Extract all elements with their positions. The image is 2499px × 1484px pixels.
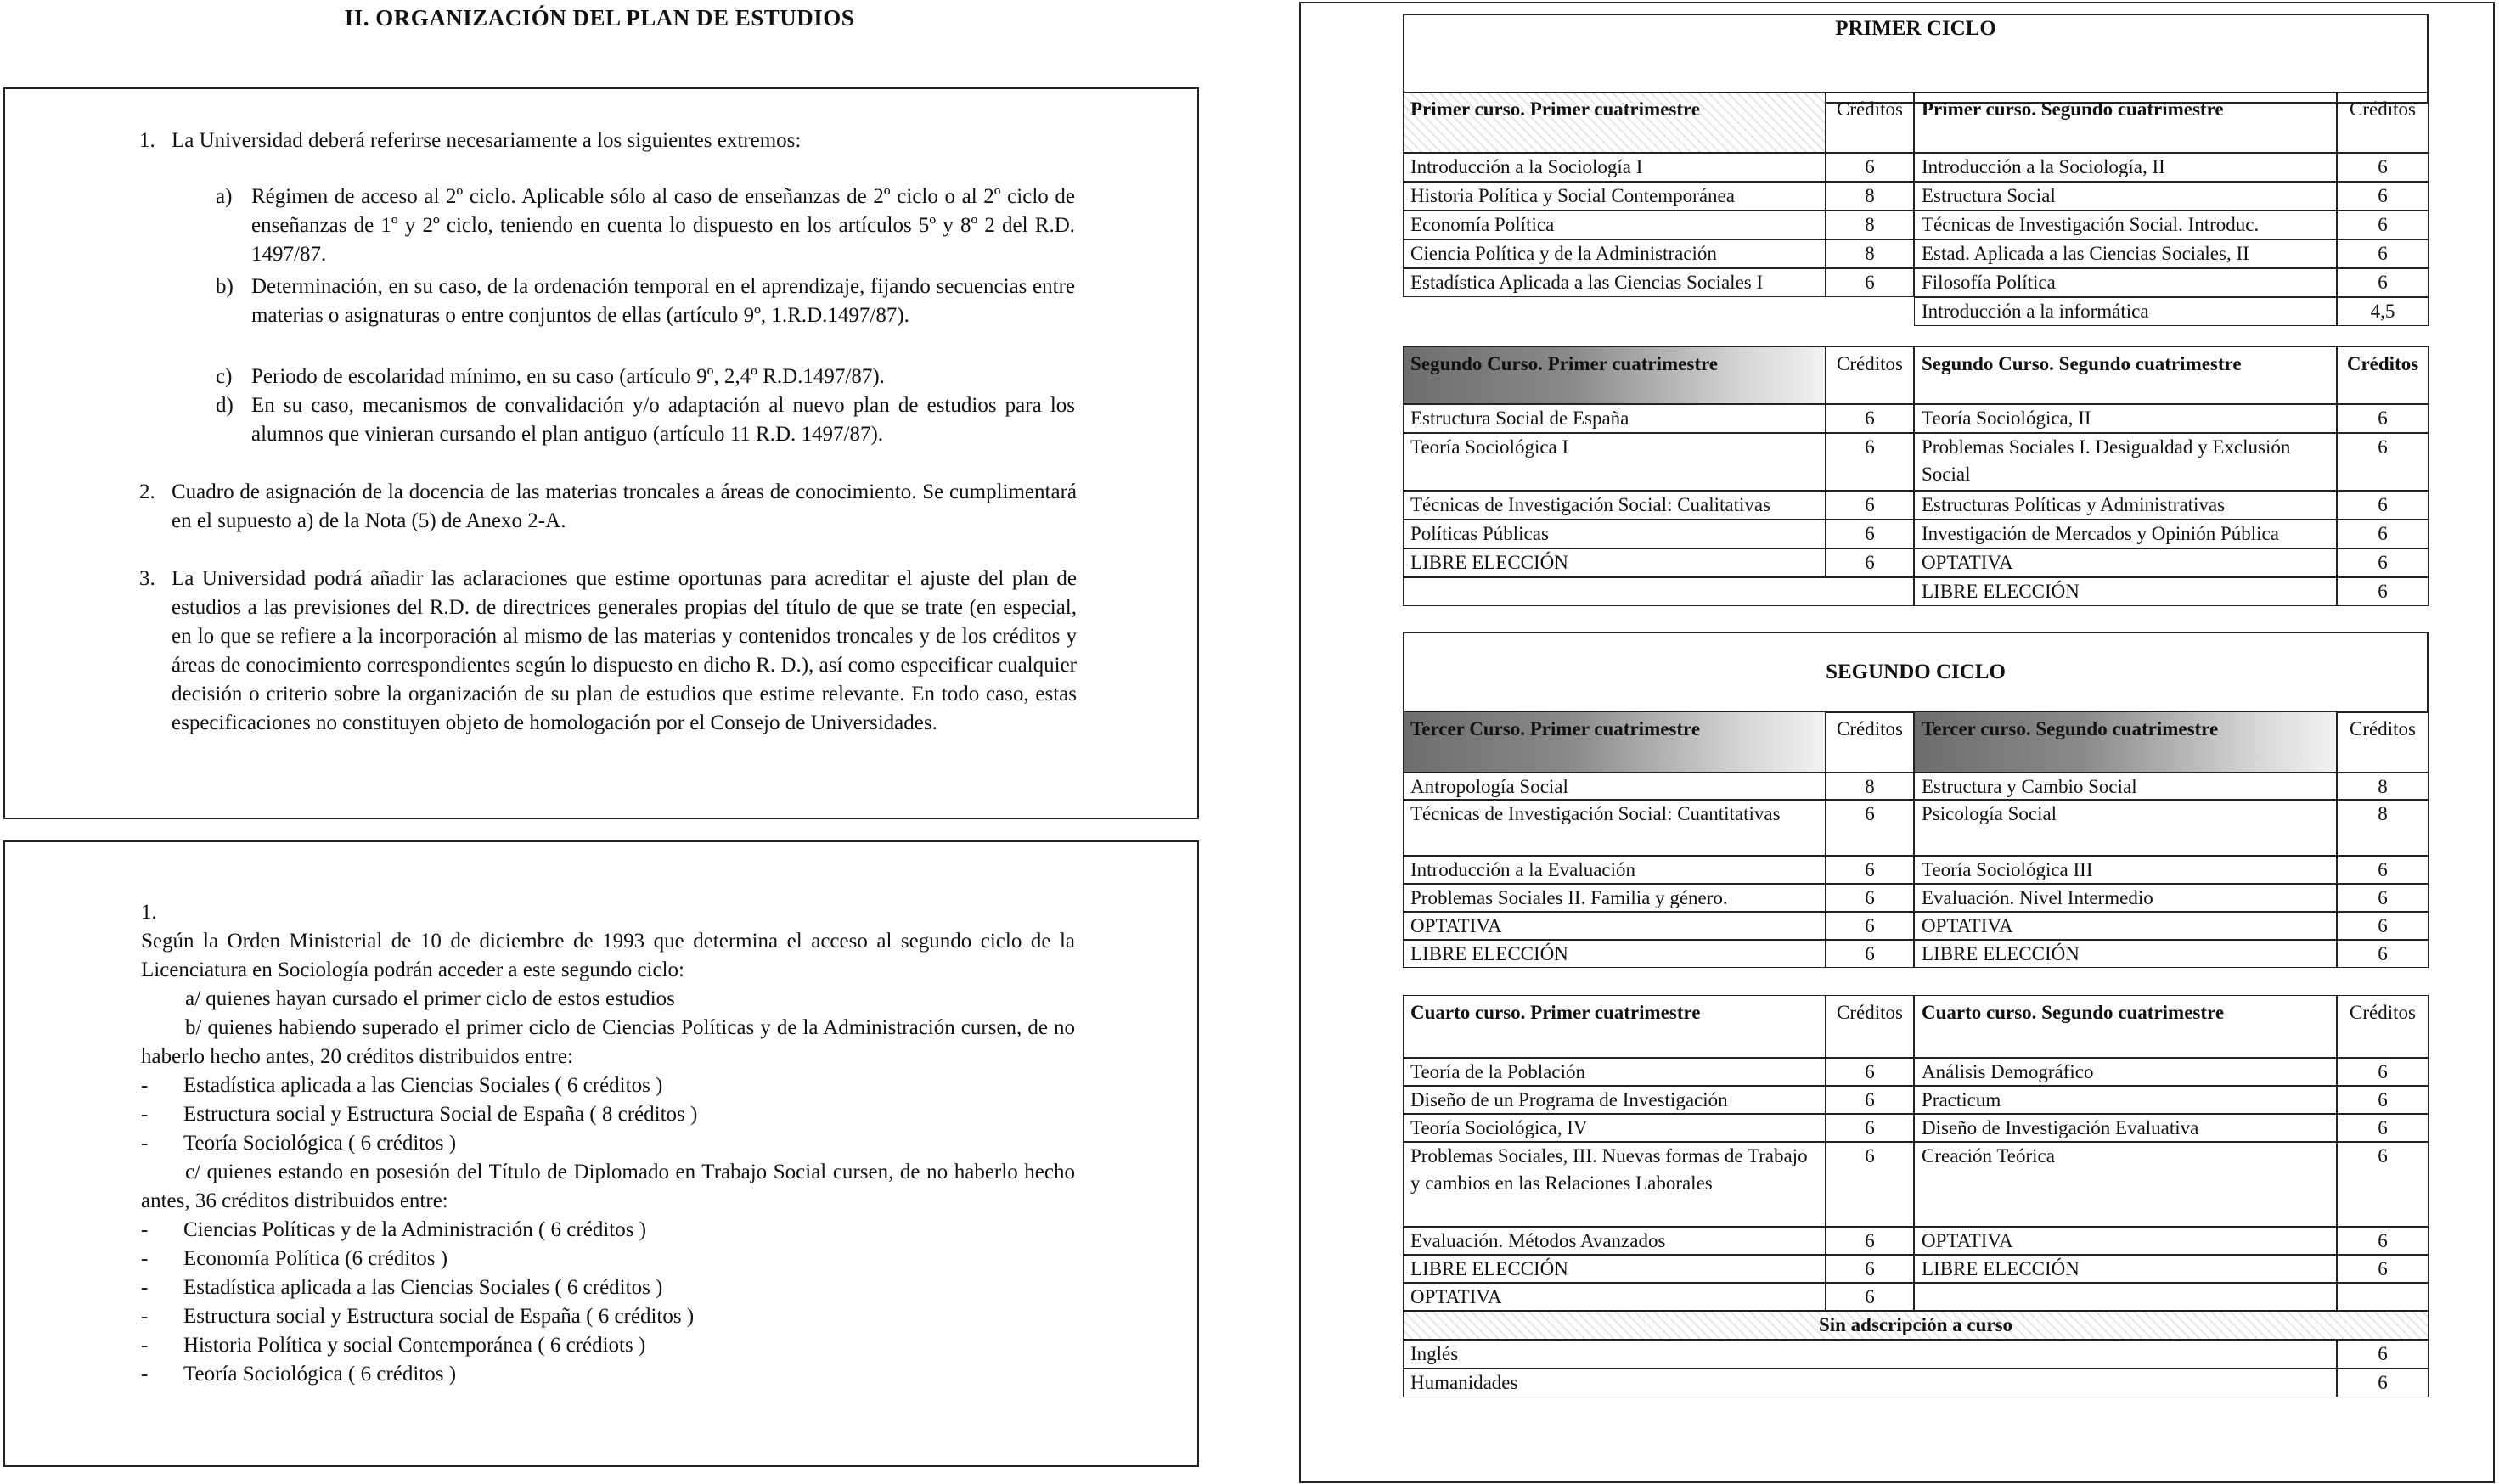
instruction-sub-a: Régimen de acceso al 2º ciclo. Aplicable sólo al caso de enseñanzas de 2º ciclo o al 2º ciclo de enseñanzas de 1º y 2º ciclo, teniendo en cuenta lo dispuesto en los artículos 5º y 8º 2 del R.D. 1497/87. bbox=[251, 185, 1075, 266]
subject-name: Antropología Social bbox=[1403, 773, 1826, 800]
access-panel bbox=[3, 840, 1199, 1467]
subject-credits: 6 bbox=[1826, 1086, 1914, 1114]
sub-label: c) bbox=[216, 365, 233, 388]
plan-tables-panel bbox=[1299, 2, 2495, 1483]
subject-name: OPTATIVA bbox=[1403, 1283, 1826, 1311]
access-option-b: b/ quienes habiendo superado el primer ciclo de Ciencias Políticas y de la Administración cursen, de no haberlo hecho antes, 20 créditos distribuidos entre: bbox=[141, 1016, 1075, 1068]
item-number: 3. bbox=[139, 567, 155, 590]
subject-credits: 6 bbox=[2337, 1369, 2429, 1397]
subject-credits: 6 bbox=[1826, 153, 1914, 182]
subject-credits: 6 bbox=[2337, 491, 2429, 520]
subject-name: Ciencia Política y de la Administración bbox=[1403, 239, 1826, 268]
instruction-item-1: La Universidad deberá referirse necesariamente a los siguientes extremos: bbox=[172, 129, 802, 152]
subject-name: Diseño de un Programa de Investigación bbox=[1403, 1086, 1826, 1114]
list-item: Estadística aplicada a las Ciencias Sociales ( 6 créditos ) bbox=[183, 1276, 663, 1299]
subject-credits: 6 bbox=[1826, 1227, 1914, 1255]
table-header: Tercer curso. Segundo cuatrimestre bbox=[1914, 711, 2337, 773]
subject-credits: 8 bbox=[1826, 239, 1914, 268]
subject-name: OPTATIVA bbox=[1914, 1227, 2337, 1255]
table-cuarto-curso bbox=[1403, 995, 2429, 1397]
subject-name: Estructura Social de España bbox=[1403, 404, 1826, 433]
subject-credits: 8 bbox=[1826, 211, 1914, 239]
access-option-a: a/ quienes hayan cursado el primer ciclo de estos estudios bbox=[185, 987, 675, 1010]
subject-credits: 6 bbox=[1826, 433, 1914, 491]
table-header: Primer curso. Segundo cuatrimestre bbox=[1914, 92, 2337, 153]
subject-name: Análisis Demográfico bbox=[1914, 1058, 2337, 1086]
subject-credits: 6 bbox=[1826, 520, 1914, 548]
list-dash: - bbox=[141, 1305, 149, 1328]
credits-header: Créditos bbox=[2337, 346, 2429, 404]
table-tercer-curso bbox=[1403, 711, 2429, 968]
list-item: Estadística aplicada a las Ciencias Sociales ( 6 créditos ) bbox=[183, 1074, 663, 1097]
table-header: Tercer Curso. Primer cuatrimestre bbox=[1403, 711, 1826, 773]
subject-credits: 6 bbox=[2337, 520, 2429, 548]
subject-credits: 6 bbox=[1826, 884, 1914, 912]
table-primer-curso bbox=[1403, 92, 2429, 326]
subject-name: Problemas Sociales, III. Nuevas formas de Trabajo y cambios en las Relaciones Laborales bbox=[1403, 1142, 1826, 1227]
subject-credits: 8 bbox=[2337, 800, 2429, 856]
subject-credits: 8 bbox=[1826, 773, 1914, 800]
access-number: 1. bbox=[141, 901, 157, 924]
subject-name: LIBRE ELECCIÓN bbox=[1403, 940, 1826, 968]
subject-name: LIBRE ELECCIÓN bbox=[1914, 1255, 2337, 1283]
list-dash: - bbox=[141, 1334, 149, 1357]
subject-name: Introducción a la informática bbox=[1914, 297, 2337, 326]
list-item: Teoría Sociológica ( 6 créditos ) bbox=[183, 1132, 457, 1155]
subject-name: Teoría de la Población bbox=[1403, 1058, 1826, 1086]
subject-credits: 6 bbox=[1826, 268, 1914, 297]
list-dash: - bbox=[141, 1103, 149, 1126]
credits-header: Créditos bbox=[1826, 92, 1914, 153]
subject-name: Problemas Sociales II. Familia y género. bbox=[1403, 884, 1826, 912]
subject-credits: 6 bbox=[2337, 1086, 2429, 1114]
subject-name: OPTATIVA bbox=[1914, 548, 2337, 577]
credits-header: Créditos bbox=[1826, 346, 1914, 404]
subject-name: Teoría Sociológica, II bbox=[1914, 404, 2337, 433]
subject-credits: 6 bbox=[2337, 182, 2429, 211]
subject-credits: 6 bbox=[1826, 912, 1914, 940]
table-header: Cuarto curso. Primer cuatrimestre bbox=[1403, 995, 1826, 1058]
list-dash: - bbox=[141, 1363, 149, 1386]
list-item: Estructura social y Estructura social de España ( 6 créditos ) bbox=[183, 1305, 695, 1328]
subject-name: Evaluación. Métodos Avanzados bbox=[1403, 1227, 1826, 1255]
subject-credits: 6 bbox=[1826, 1142, 1914, 1227]
subject-name: Estad. Aplicada a las Ciencias Sociales, II bbox=[1914, 239, 2337, 268]
primer-ciclo-title: PRIMER CICLO bbox=[1835, 17, 1996, 40]
subject-credits: 6 bbox=[2337, 153, 2429, 182]
page-title: II. ORGANIZACIÓN DEL PLAN DE ESTUDIOS bbox=[344, 5, 855, 31]
table-header: Segundo Curso. Primer cuatrimestre bbox=[1403, 346, 1826, 404]
credits-header: Créditos bbox=[1826, 711, 1914, 773]
subject-credits: 6 bbox=[2337, 577, 2429, 606]
subject-name: Introducción a la Evaluación bbox=[1403, 856, 1826, 884]
empty-cell bbox=[1403, 577, 1914, 606]
subject-credits: 6 bbox=[2337, 239, 2429, 268]
subject-name: Practicum bbox=[1914, 1086, 2337, 1114]
table-header: Primer curso. Primer cuatrimestre bbox=[1403, 92, 1826, 153]
empty-cell bbox=[1914, 1283, 2337, 1311]
subject-credits: 6 bbox=[2337, 912, 2429, 940]
segundo-ciclo-title-box bbox=[1403, 632, 2429, 713]
subject-name: OPTATIVA bbox=[1914, 912, 2337, 940]
subject-credits: 6 bbox=[2337, 1142, 2429, 1227]
list-dash: - bbox=[141, 1276, 149, 1299]
credits-header: Créditos bbox=[1826, 995, 1914, 1058]
subject-name: Estructura y Cambio Social bbox=[1914, 773, 2337, 800]
list-dash: - bbox=[141, 1218, 149, 1241]
subject-credits: 6 bbox=[2337, 856, 2429, 884]
table-header: Segundo Curso. Segundo cuatrimestre bbox=[1914, 346, 2337, 404]
sub-label: d) bbox=[216, 394, 234, 417]
subject-credits: 6 bbox=[1826, 548, 1914, 577]
instruction-sub-b: Determinación, en su caso, de la ordenación temporal en el aprendizaje, fijando secuencias entre materias o asignaturas o entre conjuntos de ellas (artículo 9º, 1.R.D.1497/87). bbox=[251, 275, 1075, 327]
subject-credits: 8 bbox=[2337, 773, 2429, 800]
subject-name: Técnicas de Investigación Social. Introduc. bbox=[1914, 211, 2337, 239]
subject-name: Creación Teórica bbox=[1914, 1142, 2337, 1227]
subject-name: Filosofía Política bbox=[1914, 268, 2337, 297]
list-item: Ciencias Políticas y de la Administración ( 6 créditos ) bbox=[183, 1218, 647, 1241]
instruction-sub-d: En su caso, mecanismos de convalidación y/o adaptación al nuevo plan de estudios para los alumnos que vinieran cursando el plan antiguo (artículo 11 R.D. 1497/87). bbox=[251, 394, 1075, 446]
sub-label: a) bbox=[216, 185, 233, 208]
subject-name: Estructuras Políticas y Administrativas bbox=[1914, 491, 2337, 520]
subject-credits: 8 bbox=[1826, 182, 1914, 211]
list-item: Teoría Sociológica ( 6 créditos ) bbox=[183, 1363, 457, 1386]
subject-credits: 6 bbox=[2337, 1227, 2429, 1255]
subject-credits: 6 bbox=[1826, 1058, 1914, 1086]
subject-name: LIBRE ELECCIÓN bbox=[1914, 577, 2337, 606]
subject-name: Economía Política bbox=[1403, 211, 1826, 239]
list-dash: - bbox=[141, 1074, 149, 1097]
subject-credits: 6 bbox=[1826, 1283, 1914, 1311]
instruction-sub-c: Periodo de escolaridad mínimo, en su caso (artículo 9º, 2,4º R.D.1497/87). bbox=[251, 365, 885, 388]
subject-credits: 6 bbox=[2337, 1058, 2429, 1086]
credits-header: Créditos bbox=[2337, 995, 2429, 1058]
item-number: 1. bbox=[139, 129, 155, 152]
instruction-item-3: La Universidad podrá añadir las aclaraciones que estime oportunas para acreditar el ajuste del plan de estudios a las previsiones del R.D. de directrices generales propias del título de que se trate (en especial, en lo que se refiere a la incorporación al mismo de las materias y contenidos troncales y de los créditos y áreas de conocimiento correspondientes según lo dispuesto en dicho R. D.), así como especificar cualquier decisión o criterio sobre la organización de su plan de estudios que estime relevante. En todo caso, estas especificaciones no constituyen objeto de homologación por el Consejo de Universidades. bbox=[172, 567, 1077, 734]
list-dash: - bbox=[141, 1132, 149, 1155]
access-intro: Según la Orden Ministerial de 10 de diciembre de 1993 que determina el acceso al segundo ciclo de la Licenciatura en Sociología podrán acceder a este segundo ciclo: bbox=[141, 930, 1075, 981]
subject-name: Políticas Públicas bbox=[1403, 520, 1826, 548]
subject-credits: 6 bbox=[2337, 433, 2429, 491]
subject-credits: 6 bbox=[1826, 856, 1914, 884]
subject-credits: 6 bbox=[2337, 404, 2429, 433]
subject-name: LIBRE ELECCIÓN bbox=[1914, 940, 2337, 968]
subject-credits: 6 bbox=[1826, 800, 1914, 856]
subject-name: LIBRE ELECCIÓN bbox=[1403, 1255, 1826, 1283]
subject-credits: 6 bbox=[2337, 268, 2429, 297]
primer-ciclo-title-box bbox=[1403, 14, 2429, 104]
subject-name: Inglés bbox=[1403, 1340, 2337, 1369]
subject-name: OPTATIVA bbox=[1403, 912, 1826, 940]
subject-credits: 6 bbox=[2337, 940, 2429, 968]
subject-credits: 4,5 bbox=[2337, 297, 2429, 326]
list-item: Estructura social y Estructura Social de España ( 8 créditos ) bbox=[183, 1103, 698, 1126]
subject-name: Teoría Sociológica III bbox=[1914, 856, 2337, 884]
subject-name: Historia Política y Social Contemporánea bbox=[1403, 182, 1826, 211]
subject-credits: 6 bbox=[1826, 1255, 1914, 1283]
subject-credits: 6 bbox=[2337, 1255, 2429, 1283]
subject-credits: 6 bbox=[2337, 211, 2429, 239]
table-header: Cuarto curso. Segundo cuatrimestre bbox=[1914, 995, 2337, 1058]
subject-name: Teoría Sociológica I bbox=[1403, 433, 1826, 491]
subject-name: Teoría Sociológica, IV bbox=[1403, 1114, 1826, 1142]
subject-name: Estadística Aplicada a las Ciencias Sociales I bbox=[1403, 268, 1826, 297]
subject-credits: 6 bbox=[2337, 884, 2429, 912]
access-option-c: c/ quienes estando en posesión del Título de Diplomado en Trabajo Social cursen, de no haberlo hecho antes, 36 créditos distribuidos entre: bbox=[141, 1161, 1075, 1212]
subject-credits: 6 bbox=[2337, 548, 2429, 577]
subject-name: LIBRE ELECCIÓN bbox=[1403, 548, 1826, 577]
subject-credits: 6 bbox=[1826, 940, 1914, 968]
subject-name: Técnicas de Investigación Social: Cuantitativas bbox=[1403, 800, 1826, 856]
list-item: Historia Política y social Contemporánea ( 6 crédiots ) bbox=[183, 1334, 646, 1357]
subject-name: Problemas Sociales I. Desigualdad y Exclusión Social bbox=[1914, 433, 2337, 491]
instructions-panel bbox=[3, 87, 1199, 819]
subject-credits: 6 bbox=[1826, 1114, 1914, 1142]
segundo-ciclo-title: SEGUNDO CICLO bbox=[1826, 660, 2006, 683]
subject-credits: 6 bbox=[1826, 404, 1914, 433]
instruction-item-2: Cuadro de asignación de la docencia de las materias troncales a áreas de conocimiento. Se cumplimentará en el supuesto a) de la Nota (5) de Anexo 2-A. bbox=[172, 481, 1077, 532]
subject-name: Psicología Social bbox=[1914, 800, 2337, 856]
sin-adscripcion-header: Sin adscripción a curso bbox=[1403, 1311, 2429, 1340]
subject-name: Estructura Social bbox=[1914, 182, 2337, 211]
list-item: Economía Política (6 créditos ) bbox=[183, 1247, 448, 1270]
item-number: 2. bbox=[139, 481, 155, 503]
subject-credits: 6 bbox=[1826, 491, 1914, 520]
subject-name: Evaluación. Nivel Intermedio bbox=[1914, 884, 2337, 912]
credits-header: Créditos bbox=[2337, 92, 2429, 153]
subject-credits: 6 bbox=[2337, 1340, 2429, 1369]
subject-name: Introducción a la Sociología, II bbox=[1914, 153, 2337, 182]
list-dash: - bbox=[141, 1247, 149, 1270]
sub-label: b) bbox=[216, 275, 234, 298]
subject-name: Introducción a la Sociología I bbox=[1403, 153, 1826, 182]
table-segundo-curso bbox=[1403, 346, 2429, 606]
subject-name: Investigación de Mercados y Opinión Pública bbox=[1914, 520, 2337, 548]
subject-credits: 6 bbox=[2337, 1114, 2429, 1142]
empty-cell bbox=[2337, 1283, 2429, 1311]
credits-header: Créditos bbox=[2337, 711, 2429, 773]
subject-name: Diseño de Investigación Evaluativa bbox=[1914, 1114, 2337, 1142]
subject-name: Humanidades bbox=[1403, 1369, 2337, 1397]
subject-name: Técnicas de Investigación Social: Cualitativas bbox=[1403, 491, 1826, 520]
